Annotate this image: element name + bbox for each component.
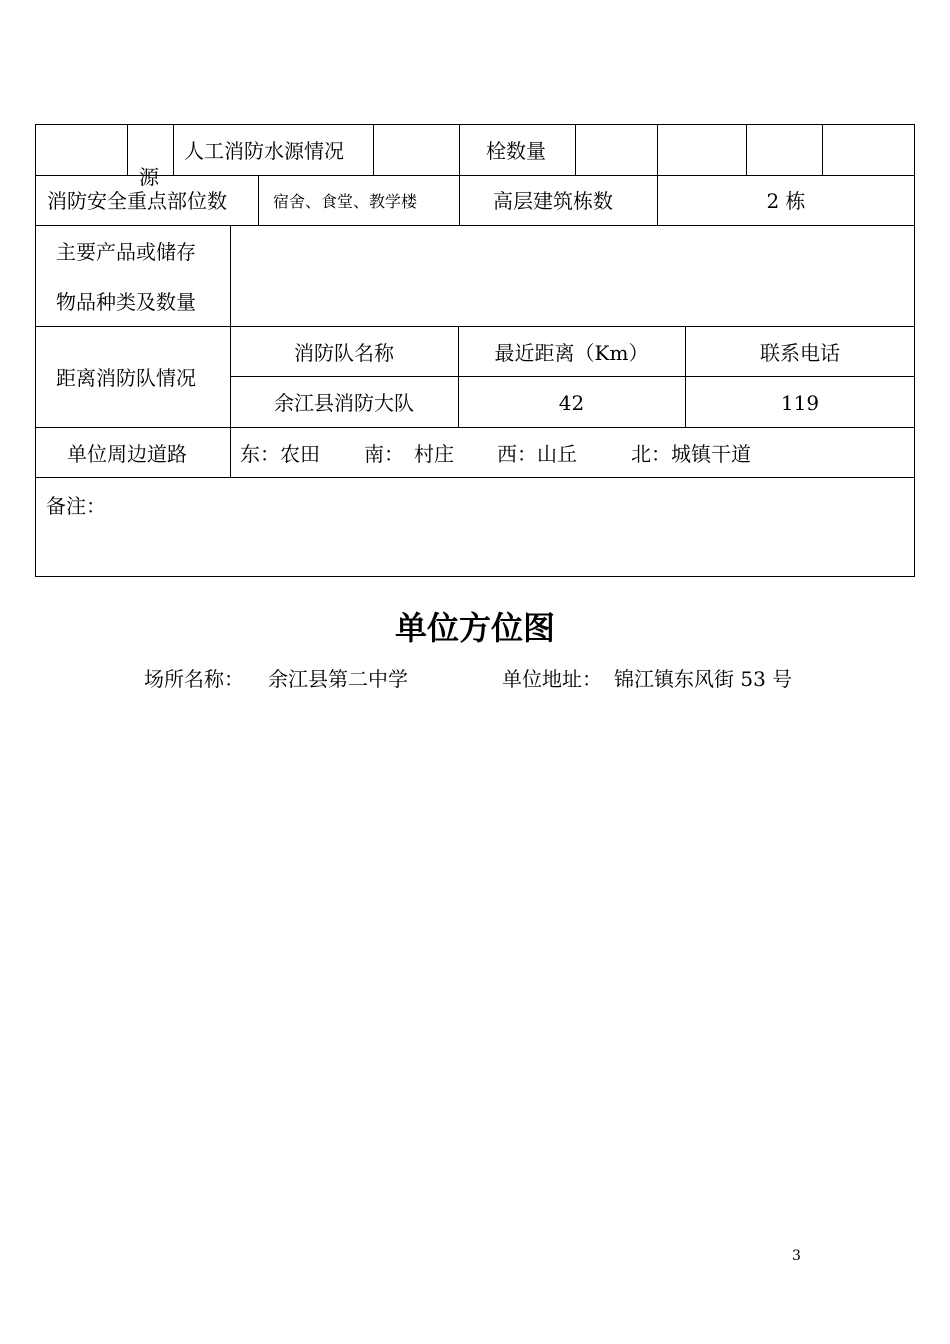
col-divider [746,124,747,175]
phone-value: 119 [780,391,820,415]
highrise-label: 高层建筑栋数 [493,189,613,213]
water-source-char: 源 [139,165,159,189]
row-divider [35,175,915,176]
road-east: 东：农田 [240,442,320,466]
site-name-value: 余江县第二中学 [268,667,408,691]
road-south: 南： 村庄 [364,442,454,466]
road-west: 西：山丘 [497,442,577,466]
row-divider [35,225,915,226]
key-parts-value: 宿舍、食堂、教学楼 [273,192,418,211]
fire-station-name-header: 消防队名称 [294,341,394,365]
roads-label: 单位周边道路 [67,442,187,466]
products-label-line1: 主要产品或储存 [56,240,196,264]
page-title: 单位方位图 [394,609,555,647]
col-divider [173,124,174,175]
col-divider [822,124,823,175]
row-divider [35,326,915,327]
road-north: 北：城镇干道 [631,442,751,466]
col-divider [127,124,128,175]
col-divider [575,124,576,175]
row-divider [35,477,915,478]
notes-label: 备注： [46,494,106,518]
row-divider [35,427,915,428]
col-divider [459,124,460,175]
manual-water-source-label: 人工消防水源情况 [184,139,344,163]
col-divider [258,175,259,225]
col-divider [657,124,658,175]
products-label-line2: 物品种类及数量 [56,290,196,314]
fire-station-section-label: 距离消防队情况 [56,366,196,390]
distance-value: 42 [558,391,585,415]
site-name-label: 场所名称： [144,667,244,691]
page-number: 3 [792,1248,801,1264]
site-address-value: 锦江镇东风街 53 号 [614,667,793,691]
fire-station-name-value: 余江县消防大队 [274,391,414,415]
distance-header: 最近距离（Km） [494,341,649,365]
row-divider [230,376,915,377]
col-divider [459,175,460,225]
key-parts-label: 消防安全重点部位数 [47,189,227,213]
phone-header: 联系电话 [760,341,840,365]
col-divider [373,124,374,175]
highrise-value: 2 栋 [766,189,806,213]
site-address-label: 单位地址： [502,667,602,691]
hydrant-count-label: 栓数量 [486,139,546,163]
